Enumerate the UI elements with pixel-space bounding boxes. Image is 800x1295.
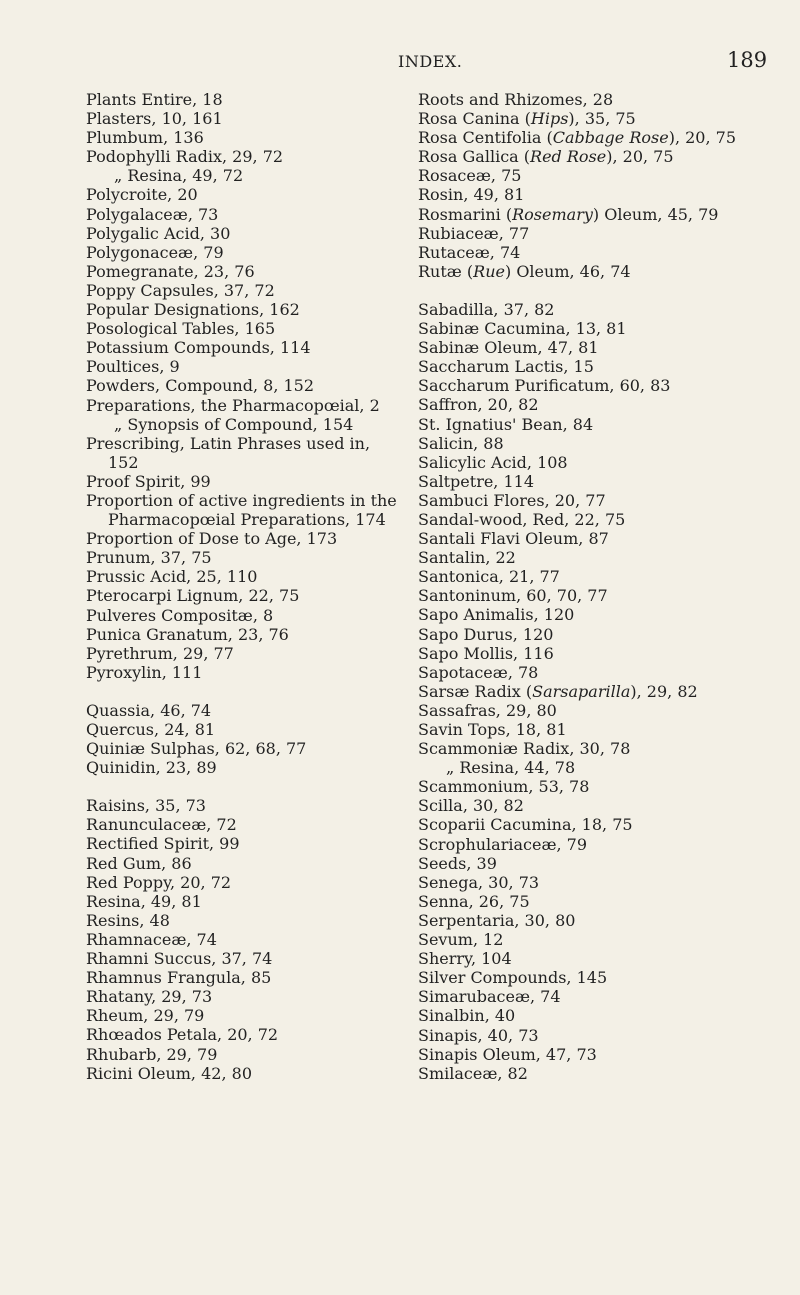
index-entry: „ Synopsis of Compound, 154 <box>114 414 354 434</box>
index-entry: Sherry, 104 <box>418 949 512 969</box>
index-entry <box>418 682 778 701</box>
index-entry: Rhamnus Frangula, 85 <box>86 968 272 988</box>
index-entry: Preparations, the Pharmacopœial, 2 <box>86 395 380 415</box>
index-entry: Scilla, 30, 82 <box>418 796 524 816</box>
section-gap <box>86 682 406 701</box>
index-entry: Poppy Capsules, 37, 72 <box>86 280 275 300</box>
index-entry: Proof Spirit, 99 <box>86 471 211 491</box>
index-entry: Salicylic Acid, 108 <box>418 452 568 472</box>
index-entry: Rhœados Petala, 20, 72 <box>86 1025 279 1045</box>
index-entry: Sandal-wood, Red, 22, 75 <box>418 509 626 529</box>
index-entry: Sambuci Flores, 20, 77 <box>418 490 606 510</box>
index-entry: Resina, 49, 81 <box>86 891 202 911</box>
index-entry: Sabinæ Oleum, 47, 81 <box>418 338 599 358</box>
entry-pages: ), 35, 75 <box>568 109 636 129</box>
entry-pages: ) Oleum, 45, 79 <box>592 204 719 224</box>
index-entry: Roots and Rhizomes, 28 <box>418 90 614 109</box>
index-entry: Rhubarb, 29, 79 <box>86 1044 218 1064</box>
entry-common-name: Rosemary <box>512 204 593 224</box>
index-entry: Sapo Durus, 120 <box>418 624 554 644</box>
entry-text: Rosmarini ( <box>418 204 513 224</box>
index-entry <box>418 147 778 166</box>
index-entry: Rhamnaceæ, 74 <box>86 929 217 949</box>
index-entry: Simarubaceæ, 74 <box>418 987 561 1007</box>
index-entry: Quercus, 24, 81 <box>86 720 216 739</box>
index-entry <box>418 262 778 281</box>
index-entry: Rosaceæ, 75 <box>418 166 522 186</box>
index-entry: Santonica, 21, 77 <box>418 567 560 587</box>
entry-pages: ), 29, 82 <box>630 681 698 701</box>
index-entry: Proportion of active ingredients in the <box>86 490 397 510</box>
index-entry: Quassia, 46, 74 <box>86 700 212 720</box>
index-entry: Saffron, 20, 82 <box>418 395 539 415</box>
entry-text: Rutæ ( <box>418 261 474 281</box>
index-entry: Santali Flavi Oleum, 87 <box>418 529 609 549</box>
index-entry: Resins, 48 <box>86 910 170 930</box>
index-entry: Prunum, 37, 75 <box>86 548 212 568</box>
entry-common-name: Sarsaparilla <box>532 681 631 701</box>
index-entry: Sassafras, 29, 80 <box>418 700 557 720</box>
index-entry: Red Gum, 86 <box>86 853 192 873</box>
index-entry: Quinidin, 23, 89 <box>86 758 217 778</box>
section-gap <box>418 281 778 300</box>
index-entry: Sapo Animalis, 120 <box>418 605 575 625</box>
index-entry: Powders, Compound, 8, 152 <box>86 376 315 396</box>
index-entry: Santalin, 22 <box>418 548 516 568</box>
index-entry: Saccharum Lactis, 15 <box>418 357 594 377</box>
index-entry: Rhamni Succus, 37, 74 <box>86 949 273 969</box>
index-entry: Santoninum, 60, 70, 77 <box>418 586 608 606</box>
entry-text: Rosa Gallica ( <box>418 147 531 167</box>
section-gap <box>86 777 406 796</box>
entry-pages: ), 20, 75 <box>668 128 737 148</box>
index-entry: Scammoniæ Radix, 30, 78 <box>418 739 631 759</box>
index-entry: Posological Tables, 165 <box>86 319 276 339</box>
entry-pages: ), 20, 75 <box>606 147 674 167</box>
index-entry: Proportion of Dose to Age, 173 <box>86 529 338 549</box>
index-entry: Sabinæ Cacumina, 13, 81 <box>418 319 627 339</box>
index-entry: Serpentaria, 30, 80 <box>418 910 576 930</box>
index-entry: Pomegranate, 23, 76 <box>86 261 255 281</box>
index-entry: Scoparii Cacumina, 18, 75 <box>418 815 633 835</box>
index-column-left <box>86 90 406 1083</box>
index-entry: Polygalaceæ, 73 <box>86 204 219 224</box>
index-entry: Polycroite, 20 <box>86 185 198 205</box>
index-entry <box>418 128 778 147</box>
index-entry: Popular Designations, 162 <box>86 300 300 320</box>
index-entry: Pharmacopœial Preparations, 174 <box>108 510 386 530</box>
index-entry: „ Resina, 44, 78 <box>446 758 576 778</box>
index-entry: Sabadilla, 37, 82 <box>418 299 555 319</box>
index-entry: Rubiaceæ, 77 <box>418 223 530 243</box>
page-header <box>0 48 800 76</box>
index-entry: Salicin, 88 <box>418 433 504 453</box>
index-entry: Sinapis, 40, 73 <box>418 1025 539 1045</box>
index-entry: Rhatany, 29, 73 <box>86 987 213 1007</box>
index-entry <box>418 109 778 128</box>
index-entry: „ Resina, 49, 72 <box>114 166 244 186</box>
index-entry: Poultices, 9 <box>86 357 180 377</box>
running-title: INDEX. <box>398 52 463 71</box>
index-entry: Sevum, 12 <box>418 930 504 950</box>
entry-text: Sarsæ Radix ( <box>418 681 533 701</box>
index-entry: Senega, 30, 73 <box>418 872 540 892</box>
index-entry: Silver Compounds, 145 <box>418 968 608 988</box>
index-entry: Pulveres Compositæ, 8 <box>86 605 274 625</box>
index-entry: Raisins, 35, 73 <box>86 796 206 816</box>
index-entry: Scrophulariaceæ, 79 <box>418 834 588 854</box>
index-entry: Saltpetre, 114 <box>418 471 535 491</box>
index-entry: Prescribing, Latin Phrases used in, <box>86 433 371 453</box>
index-entry: Savin Tops, 18, 81 <box>418 720 567 739</box>
index-entry: Ricini Oleum, 42, 80 <box>86 1063 252 1083</box>
index-entry: Potassium Compounds, 114 <box>86 338 311 358</box>
index-entry: Pyroxylin, 111 <box>86 662 203 682</box>
index-entry: Rheum, 29, 79 <box>86 1006 205 1026</box>
entry-common-name: Hips <box>530 109 569 129</box>
index-entry: Red Poppy, 20, 72 <box>86 872 232 892</box>
index-entry: Saccharum Purificatum, 60, 83 <box>418 376 671 396</box>
entry-text: Rosa Canina ( <box>418 109 531 129</box>
index-entry: Plants Entire, 18 <box>86 90 223 109</box>
entry-text: Rosa Centifolia ( <box>418 128 553 148</box>
index-entry: Sinalbin, 40 <box>418 1006 516 1026</box>
index-entry: Ranunculaceæ, 72 <box>86 815 237 835</box>
page-number: 189 <box>727 48 768 72</box>
index-entry: Rutaceæ, 74 <box>418 242 521 262</box>
index-entry: Rosin, 49, 81 <box>418 185 525 205</box>
index-entry: Smilaceæ, 82 <box>418 1063 528 1083</box>
index-column-right <box>418 90 778 1083</box>
entry-common-name: Cabbage Rose <box>552 128 669 148</box>
index-entry: Sapotaceæ, 78 <box>418 662 539 682</box>
index-entry: Quiniæ Sulphas, 62, 68, 77 <box>86 739 307 759</box>
index-entry: Podophylli Radix, 29, 72 <box>86 147 284 167</box>
index-entry: Plasters, 10, 161 <box>86 109 223 129</box>
index-entry: Punica Granatum, 23, 76 <box>86 624 289 644</box>
index-entry: Polygonaceæ, 79 <box>86 242 224 262</box>
index-entry: Sinapis Oleum, 47, 73 <box>418 1044 597 1064</box>
index-entry: 152 <box>108 452 139 472</box>
entry-pages: ) Oleum, 46, 74 <box>504 261 631 281</box>
index-entry: Senna, 26, 75 <box>418 891 530 911</box>
entry-common-name: Red Rose <box>530 147 607 167</box>
index-entry: Pterocarpi Lignum, 22, 75 <box>86 586 300 606</box>
entry-common-name: Rue <box>473 261 505 281</box>
index-entry: Sapo Mollis, 116 <box>418 643 554 663</box>
index-entry: Rectified Spirit, 99 <box>86 834 240 854</box>
index-entry: Prussic Acid, 25, 110 <box>86 567 258 587</box>
index-entry: Scammonium, 53, 78 <box>418 777 590 797</box>
index-entry <box>418 205 778 224</box>
index-entry: Seeds, 39 <box>418 853 497 873</box>
index-entry: Plumbum, 136 <box>86 128 204 148</box>
index-entry: St. Ignatius' Bean, 84 <box>418 414 594 434</box>
index-entry: Polygalic Acid, 30 <box>86 223 231 243</box>
index-entry: Pyrethrum, 29, 77 <box>86 643 234 663</box>
